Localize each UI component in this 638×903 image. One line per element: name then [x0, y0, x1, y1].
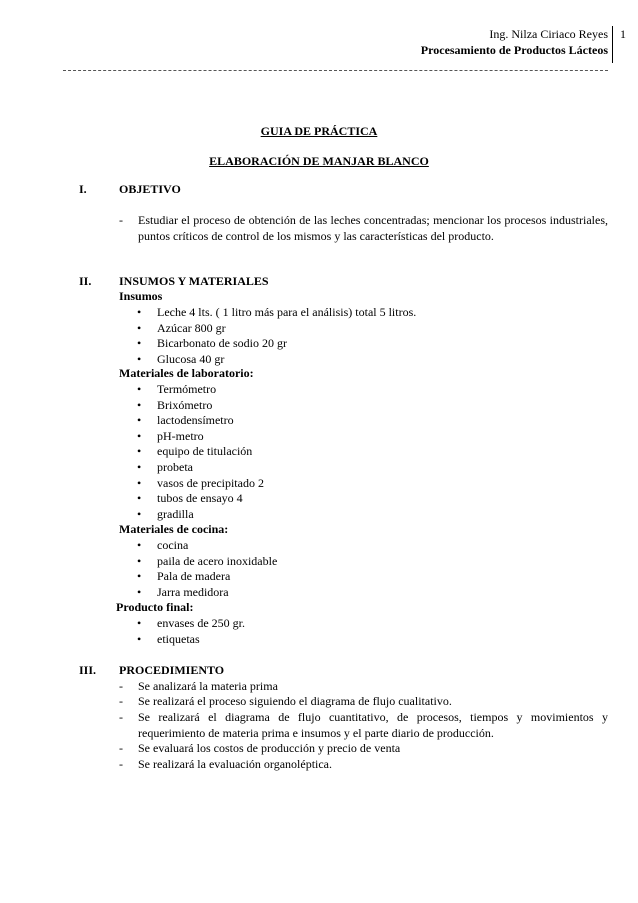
header-author: Ing. Nilza Ciriaco Reyes: [489, 27, 608, 41]
bullet-icon: •: [137, 585, 142, 599]
bullet-icon: •: [137, 382, 142, 396]
procedure-text: Se realizará el proceso siguiendo el diagrama de flujo cualitativo.: [138, 694, 452, 708]
list-item-text: Pala de madera: [157, 569, 231, 583]
bullet-icon: •: [137, 476, 142, 490]
bullet-icon: •: [137, 352, 142, 366]
bullet-icon: •: [137, 336, 142, 350]
list-item-text: lactodensímetro: [157, 413, 234, 427]
objective-item: [119, 213, 608, 244]
procedure-text: Se evaluará los costos de producción y precio de venta: [138, 741, 401, 755]
bullet-icon: •: [137, 616, 142, 630]
list-item-text: gradilla: [157, 507, 194, 521]
procedure-text: Se analizará la materia prima: [138, 679, 278, 693]
bullet-icon: •: [137, 429, 142, 443]
bullet-icon: •: [137, 444, 142, 458]
bullet-icon: •: [137, 321, 142, 335]
objective-text: Estudiar el proceso de obtención de las leches concentradas; mencionar los procesos industriales, puntos críticos de control de los mismos y las características del producto.: [138, 213, 608, 243]
section-title-procedure: PROCEDIMIENTO: [119, 663, 225, 677]
procedure-text: Se realizará la evaluación organoléptica.: [138, 757, 333, 771]
procedure-item: [119, 741, 608, 757]
insumos-title: Insumos: [119, 289, 163, 303]
list-item-text: Brixómetro: [157, 398, 213, 412]
laboratorio-title: Materiales de laboratorio:: [119, 366, 254, 380]
section-title-materials: INSUMOS Y MATERIALES: [119, 274, 269, 288]
bullet-icon: •: [137, 413, 142, 427]
bullet-icon: •: [137, 507, 142, 521]
dash-marker: -: [119, 213, 123, 227]
section-number-procedure: III.: [79, 663, 97, 677]
dash-marker: -: [119, 710, 123, 724]
list-item-text: vasos de precipitado 2: [157, 476, 264, 490]
section-number-materials: II.: [79, 274, 92, 288]
header-subject: Procesamiento de Productos Lácteos: [420, 43, 608, 57]
practice-title: ELABORACIÓN DE MANJAR BLANCO: [209, 154, 429, 168]
procedure-item: [119, 679, 608, 695]
dash-marker: -: [119, 757, 123, 771]
section-title-objective: OBJETIVO: [119, 182, 181, 196]
header-divider: [612, 26, 613, 63]
guide-title: GUIA DE PRÁCTICA: [260, 124, 378, 138]
list-item-text: probeta: [157, 460, 193, 474]
list-item-text: equipo de titulación: [157, 444, 253, 458]
list-item-text: Termómetro: [157, 382, 217, 396]
producto-title: Producto final:: [116, 600, 194, 614]
dash-marker: -: [119, 679, 123, 693]
list-item-text: tubos de ensayo 4: [157, 491, 243, 505]
page-number: 1: [620, 27, 626, 41]
procedure-item: [119, 757, 608, 773]
procedure-item: [119, 694, 608, 710]
dash-marker: -: [119, 741, 123, 755]
list-item-text: Glucosa 40 gr: [157, 352, 225, 366]
bullet-icon: •: [137, 538, 142, 552]
list-item-text: Leche 4 lts. ( 1 litro más para el análisis) total 5 litros.: [157, 305, 417, 319]
bullet-icon: •: [137, 632, 142, 646]
list-item-text: paila de acero inoxidable: [157, 554, 278, 568]
cocina-title: Materiales de cocina:: [119, 522, 229, 536]
bullet-icon: •: [137, 569, 142, 583]
list-item-text: Bicarbonato de sodio 20 gr: [157, 336, 287, 350]
header-rule: [63, 70, 608, 71]
bullet-icon: •: [137, 460, 142, 474]
list-item-text: Jarra medidora: [157, 585, 229, 599]
section-number-objective: I.: [79, 182, 87, 196]
list-item-text: Azúcar 800 gr: [157, 321, 226, 335]
list-item-text: cocina: [157, 538, 189, 552]
bullet-icon: •: [137, 491, 142, 505]
bullet-icon: •: [137, 398, 142, 412]
bullet-icon: •: [137, 305, 142, 319]
list-item-text: etiquetas: [157, 632, 200, 646]
bullet-icon: •: [137, 554, 142, 568]
dash-marker: -: [119, 694, 123, 708]
procedure-item: [119, 710, 608, 741]
procedure-text: Se realizará el diagrama de flujo cuantitativo, de procesos, tiempos y movimientos y requerimiento de materia prima e insumos y el parte diario de producción.: [138, 710, 608, 740]
list-item-text: pH-metro: [157, 429, 204, 443]
list-item-text: envases de 250 gr.: [157, 616, 245, 630]
